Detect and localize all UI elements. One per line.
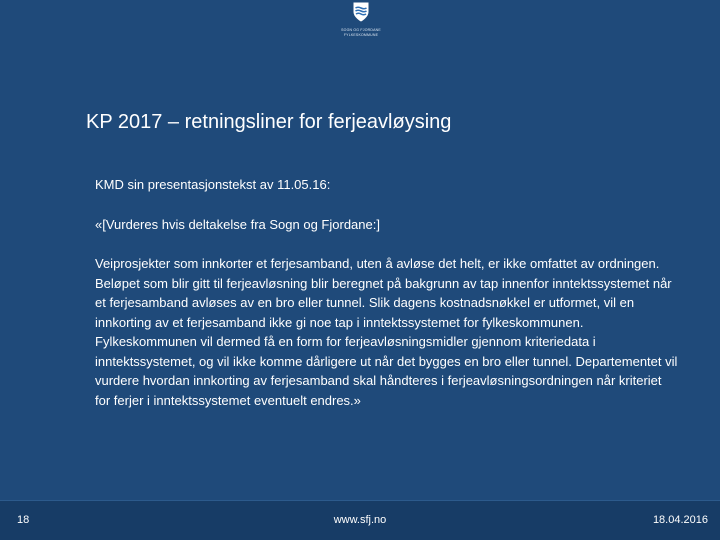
logo-text-line2: FYLKESKOMMUNE: [343, 33, 379, 37]
slide-body: [95, 175, 685, 410]
quote-body: Veiprosjekter som innkorter et ferjesamband, uten å avløse det helt, er ikke omfattet av ordningen. Beløpet som blir gitt til ferjeavløsning blir beregnet på bakgrunn av tap innenfor inntektssystemet når et ferjesamband avløses av en bro eller tunnel. Slik dagens kostnadsnøkkel er utformet, vil en innkorting av et ferjesamband ikke gi noe tap i inntektssystemet for fylkeskommunen. Fylkeskommunen vil dermed få en form for ferjeavløsningsmidler gjennom kriteriedata i inntektssystemet, og vil ikke komme dårligere ut når det bygges en bro eller tunnel. Departementet vil vurdere hvordan innkorting av ferjesamband skal håndteres i ferjeavløsningsordningen når kriteriet for ferjer i inntektssystemet eventuelt endres.»: [95, 256, 678, 408]
website-link[interactable]: www.sfj.no: [333, 514, 387, 526]
slide-footer: [0, 500, 720, 540]
slide-date: 18.04.2016: [652, 514, 708, 526]
coat-of-arms-icon: [353, 2, 369, 22]
footer-divider: [0, 500, 720, 501]
quote-heading: «[Vurderes hvis deltakelse fra Sogn og Fjordane:]: [95, 216, 380, 232]
intro-text: KMD sin presentasjonstekst av 11.05.16:: [95, 177, 331, 192]
logo-text-line1: SOGN OG FJORDANE: [341, 28, 381, 32]
county-logo: [330, 2, 392, 46]
page-number: 18: [17, 514, 30, 526]
slide-title: KP 2017 – retningsliner for ferjeavløysing: [86, 111, 452, 133]
